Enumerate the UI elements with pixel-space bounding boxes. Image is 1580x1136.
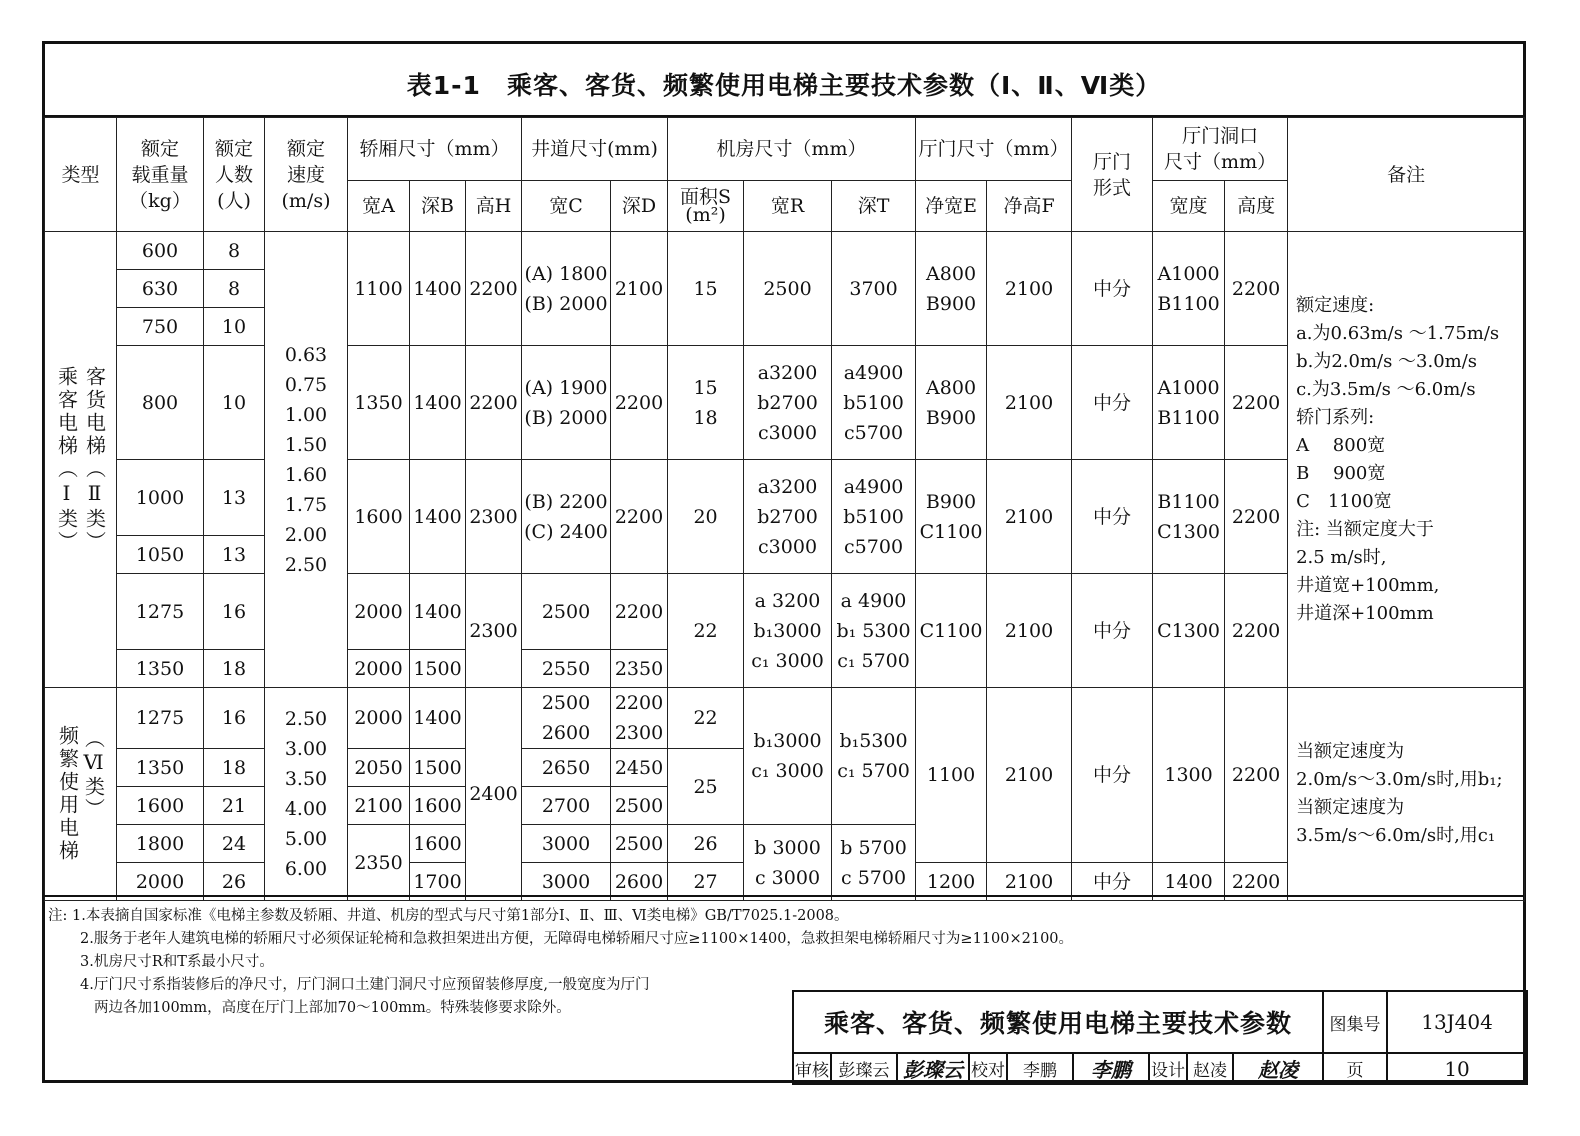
cell-room-w: 2500 <box>744 232 832 346</box>
design-label: 设计 <box>1149 1053 1187 1084</box>
cell-persons: 26 <box>204 863 265 901</box>
cell-load: 1275 <box>117 688 204 749</box>
hdr-type: 类型 <box>45 118 117 232</box>
review-label: 审核 <box>793 1053 831 1084</box>
cell-car-w: 2000 <box>348 574 410 650</box>
table-bottom-rule <box>44 895 1524 897</box>
cell-shaft-w: 2550 <box>522 650 611 688</box>
cell-open-h: 2200 <box>1225 460 1288 574</box>
cell-load: 1000 <box>117 460 204 536</box>
cell-room-w: b 3000 c 3000 <box>744 825 832 901</box>
cell-shaft-d: 2200 <box>611 346 668 460</box>
hdr-room-w: 宽R <box>744 181 832 232</box>
cell-shaft-w: (A) 1900 (B) 2000 <box>522 346 611 460</box>
cell-persons: 18 <box>204 650 265 688</box>
cell-speed-group1: 0.63 0.75 1.00 1.50 1.60 1.75 2.00 2.50 <box>265 232 348 688</box>
cell-car-h: 2200 <box>466 346 522 460</box>
hdr-opening: 厅门洞口 尺寸（mm） <box>1153 118 1288 181</box>
cell-door-type: 中分 <box>1072 232 1153 346</box>
cell-room-w: b₁3000 c₁ 3000 <box>744 688 832 825</box>
cell-car-d: 1400 <box>410 574 466 650</box>
cell-car-w: 1600 <box>348 460 410 574</box>
footnote-3: 3.机房尺寸R和T系最小尺寸。 <box>80 954 274 970</box>
hdr-persons: 额定 人数 (人) <box>204 118 265 232</box>
cell-car-d: 1500 <box>410 749 466 787</box>
cell-shaft-d: 2200 <box>611 574 668 650</box>
cell-open-h: 2200 <box>1225 574 1288 688</box>
cell-persons: 16 <box>204 574 265 650</box>
cell-car-h: 2400 <box>466 688 522 901</box>
cell-load: 800 <box>117 346 204 460</box>
cell-speed-group2: 2.50 3.00 3.50 4.00 5.00 6.00 <box>265 688 348 901</box>
cell-room-d: a 4900 b₁ 5300 c₁ 5700 <box>832 574 916 688</box>
hdr-open-w: 宽度 <box>1153 181 1225 232</box>
cell-door-w: A800 B900 <box>916 346 987 460</box>
hdr-door-h: 净高F <box>987 181 1072 232</box>
hdr-car-w: 宽A <box>348 181 410 232</box>
hdr-shaft-w: 宽C <box>522 181 611 232</box>
cell-room-d: b₁5300 c₁ 5700 <box>832 688 916 825</box>
cell-load: 1350 <box>117 650 204 688</box>
cell-load: 1275 <box>117 574 204 650</box>
cell-shaft-d: 2500 <box>611 787 668 825</box>
hdr-room-area: 面积S (m²) <box>668 181 744 232</box>
cell-shaft-w: 2700 <box>522 787 611 825</box>
cell-door-type: 中分 <box>1072 460 1153 574</box>
cell-shaft-d: 2350 <box>611 650 668 688</box>
cell-area: 22 <box>668 688 744 749</box>
cell-door-w: 1100 <box>916 688 987 863</box>
cell-area: 20 <box>668 460 744 574</box>
page-label: 页 <box>1323 1053 1387 1084</box>
cell-door-w: 1200 <box>916 863 987 901</box>
cell-shaft-d: 2200 2300 <box>611 688 668 749</box>
cell-car-w: 1100 <box>348 232 410 346</box>
cell-load: 1600 <box>117 787 204 825</box>
cell-room-d: a4900 b5100 c5700 <box>832 460 916 574</box>
cell-persons: 18 <box>204 749 265 787</box>
cell-load: 2000 <box>117 863 204 901</box>
footnote-1: 注: 1.本表摘自国家标准《电梯主参数及轿厢、井道、机房的型式与尺寸第1部分Ⅰ、Ⅱ、Ⅲ、Ⅵ类电梯》GB/T7025.1-2008。 <box>48 908 849 924</box>
cell-shaft-w: 2500 <box>522 574 611 650</box>
cell-door-type: 中分 <box>1072 574 1153 688</box>
hdr-room-d: 深T <box>832 181 916 232</box>
hdr-load: 额定 载重量 （kg） <box>117 118 204 232</box>
cell-room-w: a 3200 b₁3000 c₁ 3000 <box>744 574 832 688</box>
title-block <box>792 990 1528 1085</box>
atlas-label: 图集号 <box>1323 991 1387 1053</box>
cell-shaft-w: 3000 <box>522 863 611 901</box>
hdr-room: 机房尺寸（mm） <box>668 118 916 181</box>
cell-open-h: 2200 <box>1225 232 1288 346</box>
cell-car-d: 1400 <box>410 232 466 346</box>
cell-shaft-d: 2450 <box>611 749 668 787</box>
page-number: 10 <box>1387 1053 1527 1084</box>
cell-car-d: 1400 <box>410 346 466 460</box>
cell-car-h: 2300 <box>466 574 522 688</box>
hdr-shaft-d: 深D <box>611 181 668 232</box>
reviewer-signature: 彭璨云 <box>897 1053 969 1084</box>
cell-persons: 13 <box>204 536 265 574</box>
cell-car-w: 2050 <box>348 749 410 787</box>
cell-car-d: 1500 <box>410 650 466 688</box>
parameter-table <box>44 117 1525 901</box>
cell-room-d: b 5700 c 5700 <box>832 825 916 901</box>
check-label: 校对 <box>969 1053 1007 1084</box>
cell-door-w: A800 B900 <box>916 232 987 346</box>
hdr-door-type: 厅门 形式 <box>1072 118 1153 232</box>
cell-shaft-w: 2650 <box>522 749 611 787</box>
cell-area: 27 <box>668 863 744 901</box>
hdr-car: 轿厢尺寸（mm） <box>348 118 522 181</box>
cell-door-h: 2100 <box>987 460 1072 574</box>
hdr-car-h: 高H <box>466 181 522 232</box>
cell-car-w: 2000 <box>348 650 410 688</box>
cell-room-d: a4900 b5100 c5700 <box>832 346 916 460</box>
cell-open-w: B1100 C1300 <box>1153 460 1225 574</box>
designer-name: 赵凌 <box>1187 1053 1233 1084</box>
cell-load: 630 <box>117 270 204 308</box>
cell-persons: 10 <box>204 308 265 346</box>
remark-group2: 当额定速度为 2.0m/s～3.0m/s时,用b₁; 当额定速度为 3.5m/s～6.0m/s时,用c₁ <box>1288 688 1525 901</box>
designer-signature: 赵凌 <box>1233 1053 1323 1084</box>
cell-room-d: 3700 <box>832 232 916 346</box>
cell-open-w: C1300 <box>1153 574 1225 688</box>
cell-persons: 13 <box>204 460 265 536</box>
cell-load: 1800 <box>117 825 204 863</box>
cell-persons: 16 <box>204 688 265 749</box>
cell-area: 15 18 <box>668 346 744 460</box>
cell-car-d: 1400 <box>410 460 466 574</box>
cell-door-h: 2100 <box>987 574 1072 688</box>
hdr-remark: 备注 <box>1288 118 1525 232</box>
cell-room-w: a3200 b2700 c3000 <box>744 346 832 460</box>
cell-door-type: 中分 <box>1072 863 1153 901</box>
footnote-4: 4.厅门尺寸系指装修后的净尺寸，厅门洞口土建门洞尺寸应预留装修厚度,一般宽度为厅门 <box>80 977 650 993</box>
cell-open-w: 1300 <box>1153 688 1225 863</box>
cell-car-w: 2100 <box>348 787 410 825</box>
atlas-number: 13J404 <box>1387 991 1527 1053</box>
category-1 <box>45 232 117 688</box>
cell-door-h: 2100 <box>987 346 1072 460</box>
title-block-title: 乘客、客货、频繁使用电梯主要技术参数 <box>793 991 1323 1053</box>
cell-shaft-w: 3000 <box>522 825 611 863</box>
cell-load: 750 <box>117 308 204 346</box>
hdr-door: 厅门尺寸（mm） <box>916 118 1072 181</box>
cell-room-w: a3200 b2700 c3000 <box>744 460 832 574</box>
cell-car-w: 2350 <box>348 825 410 901</box>
cell-shaft-w: (B) 2200 (C) 2400 <box>522 460 611 574</box>
cell-car-w: 1350 <box>348 346 410 460</box>
category-goods-passenger: 客货电梯（Ⅱ类） <box>82 365 107 554</box>
cell-load: 600 <box>117 232 204 270</box>
cell-door-type: 中分 <box>1072 346 1153 460</box>
cell-persons: 21 <box>204 787 265 825</box>
remark-group1: 额定速度: a.为0.63m/s ～1.75m/s b.为2.0m/s ～3.0m/s c.为3.5m/s ～6.0m/s 轿门系列: A 800宽 B 900宽 C 1100宽 注: 当额定度大于 2.5 m/s时, 井道宽+100mm, 井道深+100mm <box>1288 232 1525 688</box>
cell-door-w: C1100 <box>916 574 987 688</box>
cell-persons: 8 <box>204 232 265 270</box>
cell-persons: 24 <box>204 825 265 863</box>
category-2 <box>45 688 117 901</box>
cell-door-w: B900 C1100 <box>916 460 987 574</box>
cell-shaft-d: 2500 <box>611 825 668 863</box>
category-frequent: 频繁使用电梯 <box>55 725 80 863</box>
cell-car-d: 1700 <box>410 863 466 901</box>
cell-car-h: 2200 <box>466 232 522 346</box>
cell-door-type: 中分 <box>1072 688 1153 863</box>
cell-car-w: 2000 <box>348 688 410 749</box>
cell-car-d: 1600 <box>410 787 466 825</box>
cell-open-h: 2200 <box>1225 688 1288 863</box>
cell-shaft-d: 2100 <box>611 232 668 346</box>
table-title: 表1-1 乘客、客货、频繁使用电梯主要技术参数（Ⅰ、Ⅱ、Ⅵ类） <box>406 71 1162 100</box>
cell-persons: 8 <box>204 270 265 308</box>
cell-door-h: 2100 <box>987 863 1072 901</box>
cell-car-d: 1600 <box>410 825 466 863</box>
reviewer-name: 彭璨云 <box>831 1053 897 1084</box>
hdr-open-h: 高度 <box>1225 181 1288 232</box>
cell-shaft-w: (A) 1800 (B) 2000 <box>522 232 611 346</box>
footnote-2: 2.服务于老年人建筑电梯的轿厢尺寸必须保证轮椅和急救担架进出方便，无障碍电梯轿厢尺寸应≥1100×1400，急救担架电梯轿厢尺寸为≥1100×2100。 <box>80 931 1074 947</box>
hdr-door-w: 净宽E <box>916 181 987 232</box>
category-frequent-class: （Ⅵ类） <box>81 728 106 820</box>
cell-persons: 10 <box>204 346 265 460</box>
cell-open-w: A1000 B1100 <box>1153 346 1225 460</box>
cell-load: 1050 <box>117 536 204 574</box>
cell-area: 15 <box>668 232 744 346</box>
cell-car-d: 1400 <box>410 688 466 749</box>
hdr-car-d: 深B <box>410 181 466 232</box>
cell-area: 22 <box>668 574 744 688</box>
cell-open-w: 1400 <box>1153 863 1225 901</box>
cell-door-h: 2100 <box>987 232 1072 346</box>
cell-area: 26 <box>668 825 744 863</box>
category-passenger: 乘客电梯（Ⅰ类） <box>54 365 79 554</box>
hdr-shaft: 井道尺寸(mm) <box>522 118 668 181</box>
hdr-speed: 额定 速度 (m/s) <box>265 118 348 232</box>
cell-area: 25 <box>668 749 744 825</box>
cell-shaft-w: 2500 2600 <box>522 688 611 749</box>
checker-signature: 李鹏 <box>1073 1053 1149 1084</box>
cell-car-h: 2300 <box>466 460 522 574</box>
cell-load: 1350 <box>117 749 204 787</box>
cell-open-w: A1000 B1100 <box>1153 232 1225 346</box>
checker-name: 李鹏 <box>1007 1053 1073 1084</box>
cell-shaft-d: 2200 <box>611 460 668 574</box>
cell-open-h: 2200 <box>1225 346 1288 460</box>
cell-door-h: 2100 <box>987 688 1072 863</box>
footnote-4-cont: 两边各加100mm，高度在厅门上部加70～100mm。特殊装修要求除外。 <box>94 1000 571 1016</box>
cell-shaft-d: 2600 <box>611 863 668 901</box>
cell-open-h: 2200 <box>1225 863 1288 901</box>
